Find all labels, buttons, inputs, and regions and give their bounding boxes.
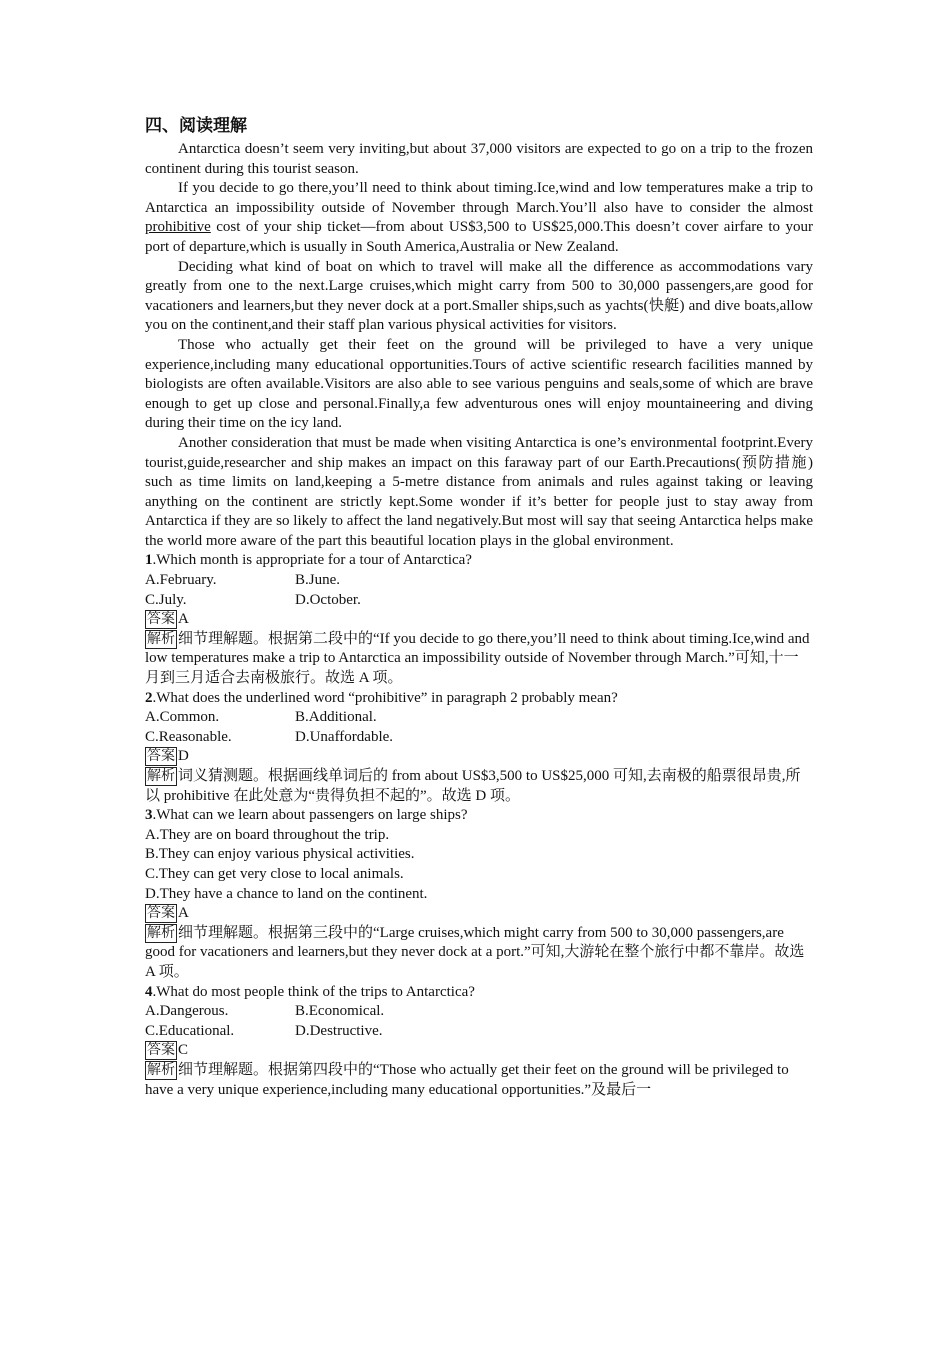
option-c: C.Reasonable. (145, 728, 232, 745)
analysis-label: 解析 (147, 924, 175, 941)
option-b: B.Economical. (295, 1003, 385, 1020)
answer-label: 答案 (147, 611, 175, 628)
question-number: 3 (145, 807, 153, 824)
question-stem: 1.Which month is appropriate for a tour of Antarctica? (145, 552, 472, 569)
question-number: 4 (145, 983, 153, 1000)
analysis-text: 细节理解题。根据第四段中的“Those who actually get their feet on the ground will be privileged to have a very unique experience,including many educational opportunities.”及最后一 (145, 1061, 789, 1098)
option-d: D.October. (295, 591, 361, 608)
analysis-label: 解析 (147, 1061, 175, 1078)
answer-label: 答案 (147, 905, 175, 922)
passage-paragraph-1: Antarctica doesn’t seem very inviting,but about 37,000 visitors are expected to go on a trip to the frozen continent during this tourist season. (145, 141, 813, 177)
option-b: B.They can enjoy various physical activities. (145, 846, 415, 863)
option-d: D.Unaffordable. (295, 728, 394, 745)
option-a: A.They are on board throughout the trip. (145, 826, 390, 843)
analysis-text: 词义猜测题。根据画线单词后的 from about US$3,500 to US$25,000 可知,去南极的船票很昂贵,所以 prohibitive 在此处意为“贵得负担不起的”。故选 D 项。 (145, 768, 801, 804)
option-a: A.Dangerous. (145, 1003, 229, 1020)
answer-line (145, 747, 813, 767)
analysis-label: 解析 (147, 630, 175, 647)
question-number: 2 (145, 689, 153, 706)
option-d: D.They have a chance to land on the continent. (145, 885, 428, 902)
passage-paragraph-4: Those who actually get their feet on the ground will be privileged to have a very unique experience,including many educational opportunities.Tours of active scientific research facilities manned by biologists are often available.Visitors are also able to see various penguins and seals,some of which are brave enough to get up close and personal.Finally,a few adventurous ones will enjoy mountaineering and diving during their time on the icy land. (145, 336, 813, 432)
worksheet-page (145, 112, 813, 1100)
passage-paragraph-3: Deciding what kind of boat on which to travel will make all the difference as accommodations vary greatly from one to the next.Large cruises,which might carry from 500 to 30,000 passengers,are good for vacationers and learners,but they never dock at a port.Smaller ships,such as yachts(快艇) and dive boats,allow you on the continent,and their staff plan various physical activities for visitors. (145, 258, 813, 334)
question-block (145, 689, 813, 807)
p2-text-after: cost of your ship ticket—from about US$3,500 to US$25,000.This doesn’t cover airfare to your port of departure,which is usually in South America,Australia or New Zealand. (145, 219, 813, 255)
options-grid (145, 708, 813, 747)
answer-line (145, 904, 813, 924)
option-a: A.February. (145, 572, 217, 589)
options-grid (145, 571, 813, 610)
analysis-line (145, 767, 813, 806)
options-grid (145, 1002, 813, 1041)
answer-value: A (178, 611, 189, 628)
option-b: B.Additional. (295, 709, 377, 726)
question-number: 1 (145, 552, 153, 569)
analysis-text: 细节理解题。根据第二段中的“If you decide to go there,you’ll need to think about timing.Ice,wind and low temperatures make a trip to Antarctica an impossibility outside of November through March.”可知,十一月到三月适合去南极旅行。故选 A 项。 (145, 630, 810, 687)
analysis-line (145, 630, 813, 689)
answer-value: D (178, 748, 189, 765)
section-title: 四、阅读理解 (145, 116, 247, 136)
analysis-line (145, 924, 813, 983)
option-c: C.Educational. (145, 1022, 235, 1039)
answer-value: C (178, 1042, 189, 1059)
passage-paragraph-5: Another consideration that must be made when visiting Antarctica is one’s environmental footprint.Every tourist,guide,researcher and ship makes an impact on this faraway part of our Earth.Precautions(预防措施) such as time limits on land,keeping a 5-metre distance from animals and rules against taking or leaving anything on the continent are strictly kept.Some wonder if it’s better for people just to stay away from Antarctica if they are so likely to affect the land negatively.But most will say that seeing Antarctica helps make the world more aware of the part this beautiful location plays in the global environment. (145, 434, 813, 549)
analysis-line (145, 1061, 813, 1100)
analysis-label: 解析 (147, 768, 175, 784)
question-block (145, 806, 813, 982)
analysis-text: 细节理解题。根据第三段中的“Large cruises,which might carry from 500 to 30,000 passengers,are good for vacationers and learners,but they never dock at a port.”可知,大游轮在整个旅行中都不靠岸。故选 A 项。 (145, 924, 805, 980)
answer-value: A (178, 905, 189, 922)
option-d: D.Destructive. (295, 1022, 383, 1039)
question-block (145, 983, 813, 1101)
p2-text-before: If you decide to go there,you’ll need to think about timing.Ice,wind and low temperatures make a trip to Antarctica an impossibility outside of November through March.You’ll also have to consider the almost (145, 180, 813, 216)
answer-line (145, 610, 813, 630)
question-block (145, 551, 813, 688)
question-stem: 2.What does the underlined word “prohibitive” in paragraph 2 probably mean? (145, 689, 618, 706)
underlined-word: prohibitive (145, 219, 211, 236)
option-b: B.June. (295, 572, 340, 589)
passage-paragraph-2 (145, 179, 813, 257)
answer-label: 答案 (147, 748, 175, 765)
option-a: A.Common. (145, 709, 220, 726)
option-c: C.July. (145, 591, 187, 608)
question-stem: 4.What do most people think of the trips to Antarctica? (145, 983, 475, 1000)
answer-line (145, 1041, 813, 1061)
answer-label: 答案 (147, 1042, 175, 1059)
question-stem: 3.What can we learn about passengers on large ships? (145, 807, 468, 824)
option-c: C.They can get very close to local animals. (145, 865, 404, 882)
